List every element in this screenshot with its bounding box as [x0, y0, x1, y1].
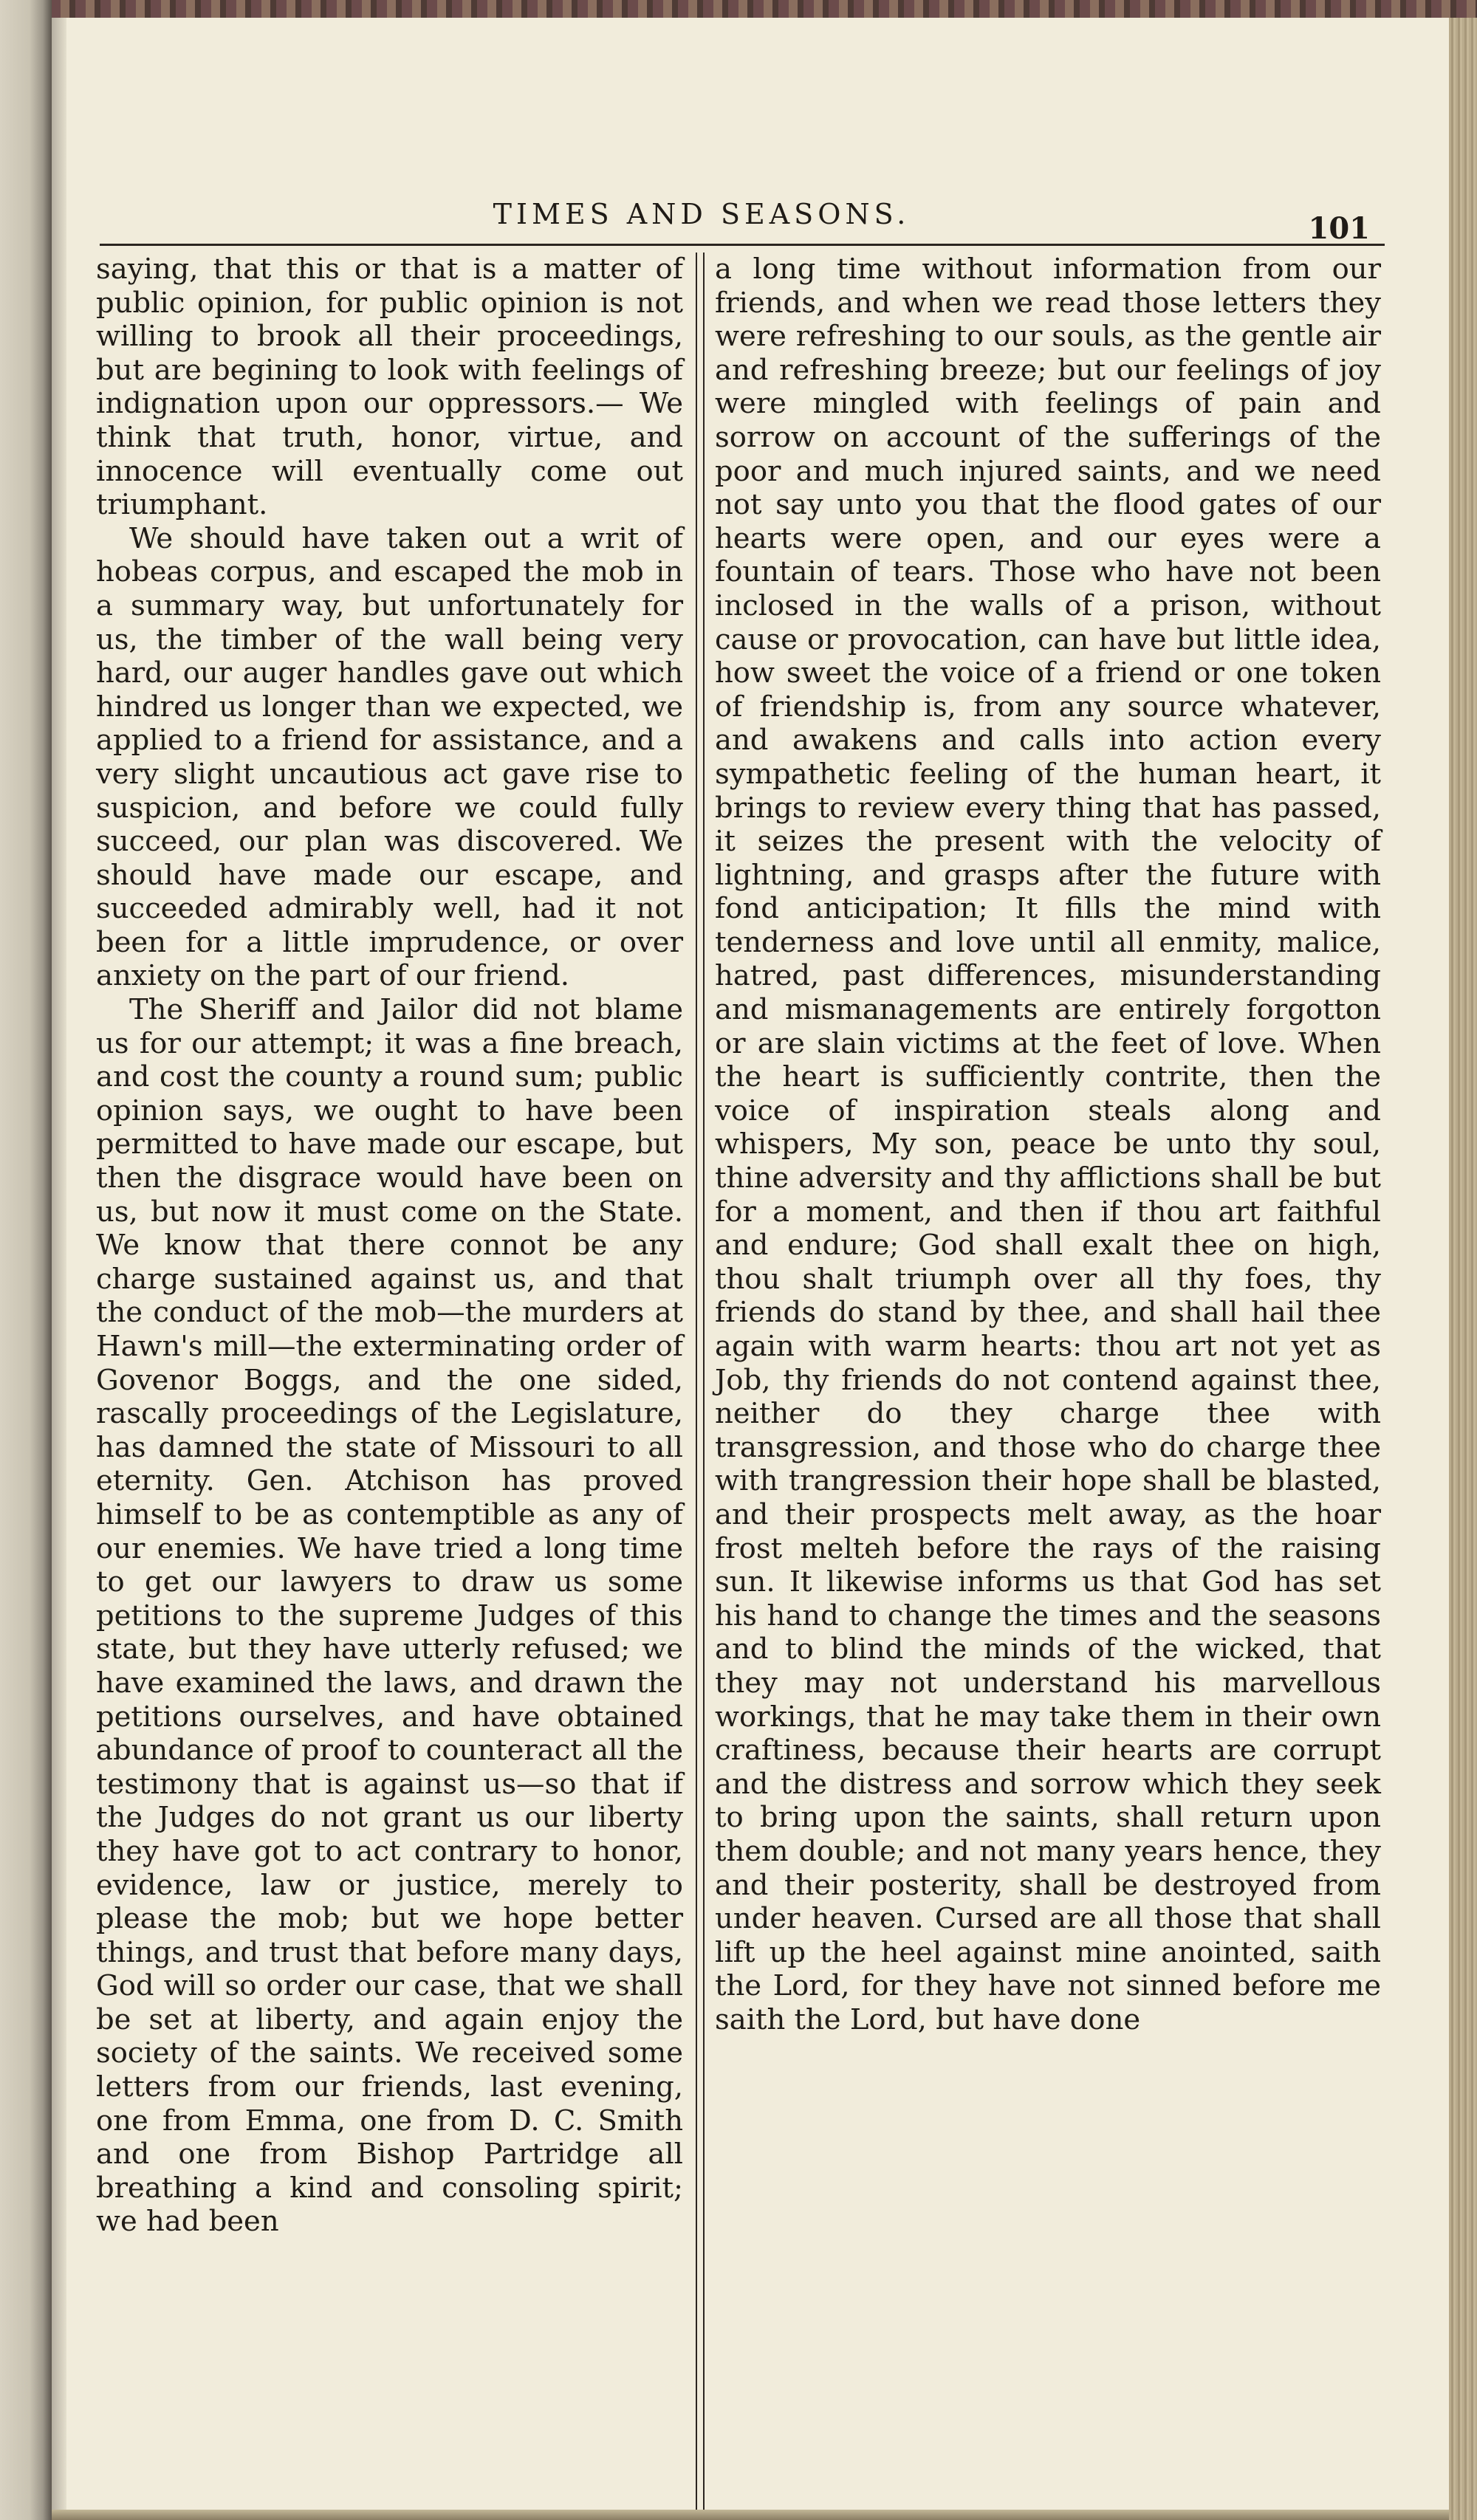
newspaper-page	[66, 18, 1449, 2510]
page-bottom-edge	[52, 2510, 1449, 2520]
paragraph: a long time without information from our friends, and when we read those letters they were refreshing to our souls, as the gentle air and refreshing breeze; but our feelings of joy were mingled with feelings of pain and sorrow on account of the sufferings of the poor and much injured saints, and we need not say unto you that the flood gates of our hearts were open, and our eyes were a fountain of tears. Those who have not been inclosed in the walls of a prison, without cause or provocation, can have but little idea, how sweet the voice of a friend or one token of friendship is, from any source whatever, and awakens and calls into action every sympathetic feeling of the human heart, it brings to review every thing that has passed, it seizes the present with the velocity of lightning, and grasps after the future with fond anticipation; It fills the mind with tenderness and love until all enmity, malice, hatred, past differences, misunderstanding and mismanagements are entirely forgotton or are slain victims at the feet of love. When the heart is sufficiently contrite, then the voice of inspiration steals along and whispers, My son, peace be unto thy soul, thine adversity and thy afflictions shall be but for a moment, and then if thou art faithful and endure; God shall exalt thee on high, thou shalt triumph over all thy foes, thy friends do stand by thee, and shall hail thee again with warm hearts: thou art not yet as Job, thy friends do not contend against thee, neither do they charge thee with transgression, and those who do charge thee with trangression their hope shall be blasted, and their prospects melt away, as the hoar frost melteh before the rays of the raising sun. It likewise informs us that God has set his hand to change the times and the seasons and to blind the minds of the wicked, that they may not understand his marvellous workings, that he may take them in their own craftiness, because their hearts are corrupt and the distress and sorrow which they seek to bring upon the saints, shall return upon them double; and not many years hence, they and their posterity, shall be destroyed from under heaven. Cursed are all those that shall lift up the heel against mine anointed, saith the Lord, for they have not sinned before me saith the Lord, but have done	[715, 253, 1381, 2036]
page-fore-edge	[1449, 18, 1477, 2520]
page-gutter	[52, 18, 66, 2520]
running-title: TIMES AND SEASONS.	[493, 198, 911, 230]
header-rule	[100, 244, 1385, 246]
paragraph: The Sheriff and Jailor did not blame us for our attempt; it was a fine breach, and cost the county a round sum; public opinion says, we ought to have been permitted to have made our escape, but then the disgrace would have been on us, but now it must come on the State. We know that there connot be any charge sustained against us, and that the conduct of the mob—the murders at Hawn's mill—the exterminating order of Govenor Boggs, and the one sided, rascally proceedings of the Legislature, has damned the state of Missouri to all eternity. Gen. Atchison has proved himself to be as contemptible as any of our enemies. We have tried a long time to get our lawyers to draw us some petitions to the supreme Judges of this state, but they have utterly refused; we have examined the laws, and drawn the petitions ourselves, and have obtained abundance of proof to counteract all the testimony that is against us—so that if the Judges do not grant us our liberty they have got to act contrary to honor, evidence, law or justice, merely to please the mob; but we hope better things, and trust that before many days, God will so order our case, that we shall be set at liberty, and again enjoy the society of the saints. We received some letters from our friends, last evening, one from Emma, one from D. C. Smith and one from Bishop Partridge all breathing a kind and consoling spirit; we had been	[96, 993, 683, 2239]
paragraph: saying, that this or that is a matter of public opinion, for public opinion is not willing to brook all their proceedings, but are begining to look with feelings of indignation upon our oppressors.— We think that truth, honor, virtue, and innocence will eventually come out triumphant.	[96, 253, 683, 522]
right-column	[715, 253, 1381, 2036]
paragraph: We should have taken out a writ of hobeas corpus, and escaped the mob in a summary way, but unfortunately for us, the timber of the wall being very hard, our auger handles gave out which hindred us longer than we expected, we applied to a friend for assistance, and a very slight uncautious act gave rise to suspicion, and before we could fully succeed, our plan was discovered. We should have made our escape, and succeeded admirably well, had it not been for a little imprudence, or over anxiety on the part of our friend.	[96, 521, 683, 993]
left-column	[96, 253, 683, 2239]
column-divider	[696, 253, 705, 2510]
book-spine	[0, 0, 52, 2520]
book-cover-edge	[0, 0, 1477, 18]
page-number: 101	[1308, 211, 1370, 246]
page-header	[107, 192, 1370, 246]
